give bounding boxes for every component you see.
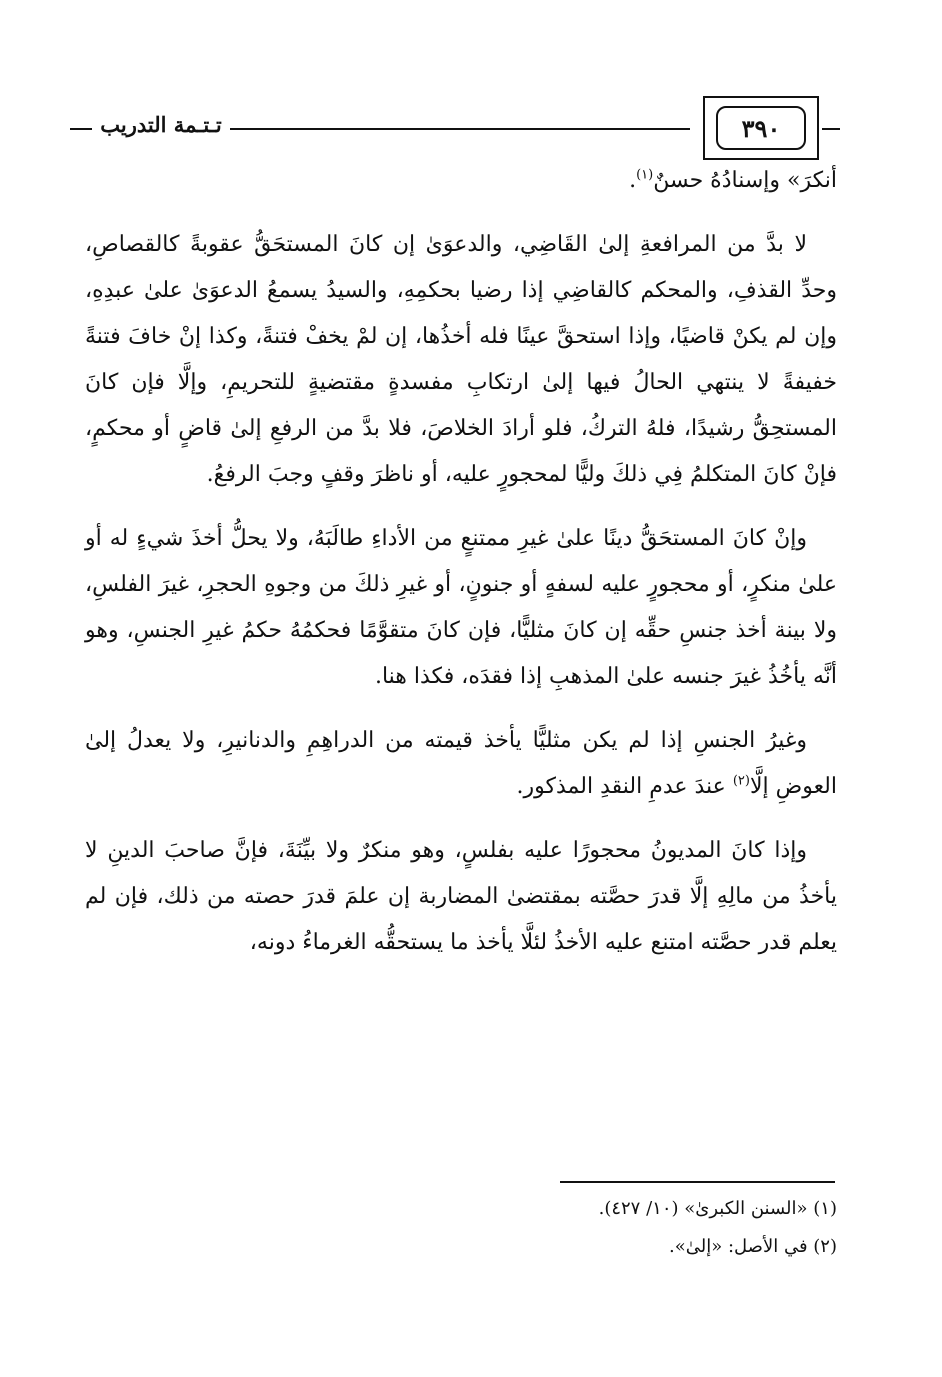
- running-header: [70, 86, 840, 168]
- paragraph-end: .: [629, 168, 637, 193]
- paragraph-text: أنكرَ» وإسنادُهُ حسنٌ: [653, 168, 837, 193]
- paragraph-3: [85, 718, 837, 810]
- paragraph-continuation: [85, 158, 837, 204]
- paragraph-2: وإنْ كانَ المستحَقُّ دينًا علىٰ غيرِ ممتنعٍ من الأداءِ طالَبَهُ، ولا يحلُّ أخذَ شيءٍ له أو علىٰ منكرٍ، أو محجورٍ عليه لسفهٍ أو جنونٍ، أو غيرِ ذلكَ من وجوهِ الحجرِ، غيرَ الفلسِ، ولا بينة أخذ جنسِ حقِّه إن كانَ مثليًّا، فإن كانَ متقوَّمًا فحكمُهُ حكمُ غيرِ الجنسِ، وهو أنَّه يأخُذُ غيرَ جنسه علىٰ المذهبِ إذا فقدَه، فكذا هنا.: [85, 526, 837, 689]
- footnote-1: (١) «السنن الكبرىٰ» (١٠/ ٤٢٧).: [598, 1198, 837, 1219]
- footnote-separator: [560, 1181, 835, 1183]
- body-text: [85, 158, 837, 966]
- paragraph-gap: [85, 700, 837, 718]
- header-rule-right: [822, 128, 840, 130]
- paragraph-1: لا بدَّ من المرافعةِ إلىٰ القَاضِي، والدعوَىٰ إن كانَ المستحَقُّ عقوبةً كالقصاصِ، وحدِّ القذفِ، والمحكم كالقاضِي إذا رضيا بحكمِهِ، والسيدُ يسمعُ الدعوَىٰ علىٰ عبدِهِ، وإن لم يكنْ قاضيًا، وإذا استحقَّ عينًا فله أخذُها، إن لمْ يخفْ فتنةً، وكذا إنْ خافَ فتنةً خفيفةً لا ينتهي الحالُ فيها إلىٰ ارتكابِ مفسدةٍ مقتضيةٍ للتحريمِ، وإلَّا فإن كانَ المستحِقُّ رشيدًا، فلهُ التركُ، فلو أرادَ الخلاصَ، فلا بدَّ من الرفعِ إلىٰ قاضٍ أو محكمٍ، فإنْ كانَ المتكلمُ فِي ذلكَ وليًّا لمحجورٍ عليه، أو ناظرَ وقفٍ وجبَ الرفعُ.: [85, 232, 838, 487]
- paragraph-gap: [85, 810, 837, 828]
- paragraph-text: عندَ عدمِ النقدِ المذكور.: [516, 774, 733, 799]
- paragraph-4: وإذا كانَ المديونُ محجورًا عليه بفلسٍ، وهو منكرٌ ولا بيِّنَةَ، فإنَّ صاحبَ الدينِ لا يأخذُ من مالِهِ إلَّا قدرَ حصَّته بمقتضىٰ المضاربة إن علمَ قدرَ حصته من ذلك، فإن لم يعلم قدر حصَّته امتنع عليه الأخذُ لئلَّا يأخذ ما يستحقُّه الغرماءُ دونه،: [85, 838, 837, 955]
- header-rule-left: [70, 128, 92, 130]
- footnotes: [85, 1190, 837, 1266]
- footnote-ref-2[interactable]: (٢): [732, 773, 750, 789]
- footnote-2: (٢) في الأصل: «إلىٰ».: [669, 1236, 837, 1257]
- running-title: تـتـمة التدريب: [100, 112, 222, 137]
- paragraph-text: وغيرُ الجنسِ إذا لم يكن مثليًّا يأخذ قيمته من الدراهِمِ والدنانيرِ، ولا يعدلُ إلىٰ العوضِ إلَّا: [85, 728, 837, 799]
- paragraph-gap: [85, 498, 837, 516]
- footnote-ref-1[interactable]: (١): [636, 167, 654, 183]
- paragraph-gap: [85, 204, 837, 222]
- header-rule: [230, 128, 690, 130]
- page-number: ٣٩٠: [716, 106, 806, 150]
